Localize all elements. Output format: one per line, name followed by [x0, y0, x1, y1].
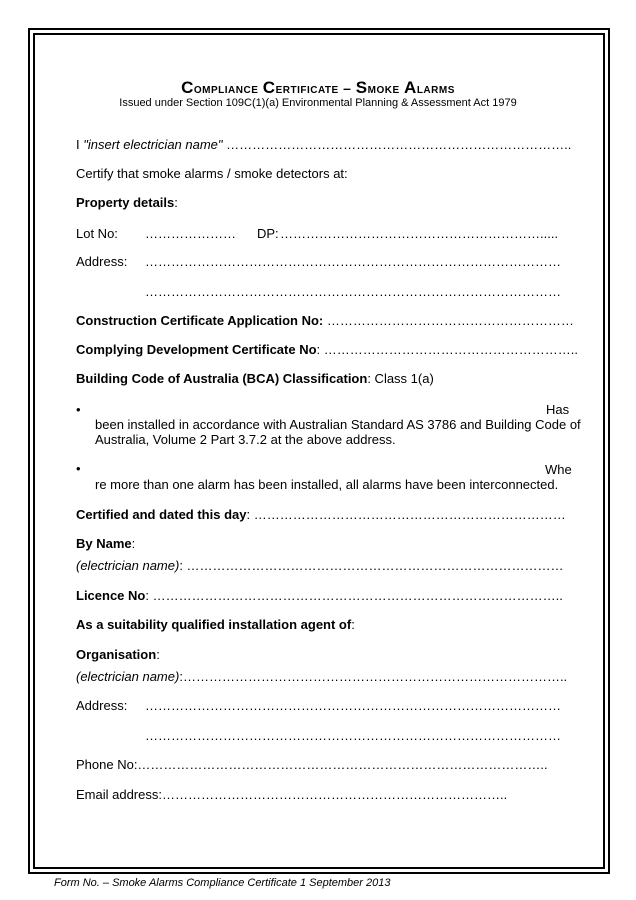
bullet-2-text: re more than one alarm has been installed, all alarms have been interconnected.	[95, 477, 559, 492]
certify-text: Certify that smoke alarms / smoke detectors at:	[76, 166, 348, 181]
organisation-heading: Organisation:	[76, 647, 160, 662]
bullet-2-symbol: •	[76, 461, 81, 476]
dp-label: DP:	[257, 226, 279, 241]
cc-application-line[interactable]: Construction Certificate Application No: …………………………………………………	[76, 313, 574, 328]
phone-line[interactable]: Phone No:…………………………………………………………………………………..	[76, 757, 548, 772]
email-line[interactable]: Email address:……………………………………………………………………..	[76, 787, 508, 802]
dp-field[interactable]: …………………………………………………….....	[280, 226, 559, 241]
bullet-2-first-word: Whe	[545, 462, 572, 477]
electrician-name-line[interactable]: I "insert electrician name" ……………………………………………………………………..	[76, 137, 572, 152]
licence-line[interactable]: Licence No: …………………………………………………………………………………..	[76, 588, 563, 603]
property-details-heading: Property details:	[76, 195, 178, 210]
electrician-name-field-1[interactable]: (electrician name): ……………………………………………………………………………	[76, 558, 564, 573]
address-field-line2[interactable]: ……………………………………………………………………………………	[145, 284, 561, 299]
org-address-field-line2[interactable]: ……………………………………………………………………………………	[145, 728, 561, 743]
address-label: Address:	[76, 254, 128, 269]
agent-heading: As a suitability qualified installation agent of:	[76, 617, 355, 632]
footer-text: Form No. – Smoke Alarms Compliance Certificate 1 September 2013	[54, 877, 391, 889]
electrician-name-field-2[interactable]: (electrician name):……………………………………………………………………………..	[76, 669, 568, 684]
document-title: Compliance Certificate – Smoke Alarms	[181, 78, 455, 97]
bullet-1-first-word: Has	[546, 402, 570, 417]
bca-line: Building Code of Australia (BCA) Classification: Class 1(a)	[76, 371, 434, 386]
lot-field[interactable]: …………………	[145, 226, 236, 241]
by-name-heading: By Name:	[76, 536, 136, 551]
bullet-1-text: been installed in accordance with Australian Standard AS 3786 and Building Code of Australia, Volume 2 Part 3.7.2 at the above address.	[95, 417, 581, 447]
document-subtitle: Issued under Section 109C(1)(a) Environmental Planning & Assessment Act 1979	[119, 97, 517, 109]
certified-dated-line[interactable]: Certified and dated this day: ………………………………………………………………	[76, 507, 566, 522]
org-address-field-line1[interactable]: ……………………………………………………………………………………	[145, 698, 561, 713]
cdc-line[interactable]: Complying Development Certificate No: …………………………………………………..	[76, 342, 578, 357]
lot-label: Lot No:	[76, 226, 118, 241]
address-field-line1[interactable]: ……………………………………………………………………………………	[145, 254, 561, 269]
bullet-1-symbol: •	[76, 402, 81, 417]
org-address-label: Address:	[76, 698, 128, 713]
